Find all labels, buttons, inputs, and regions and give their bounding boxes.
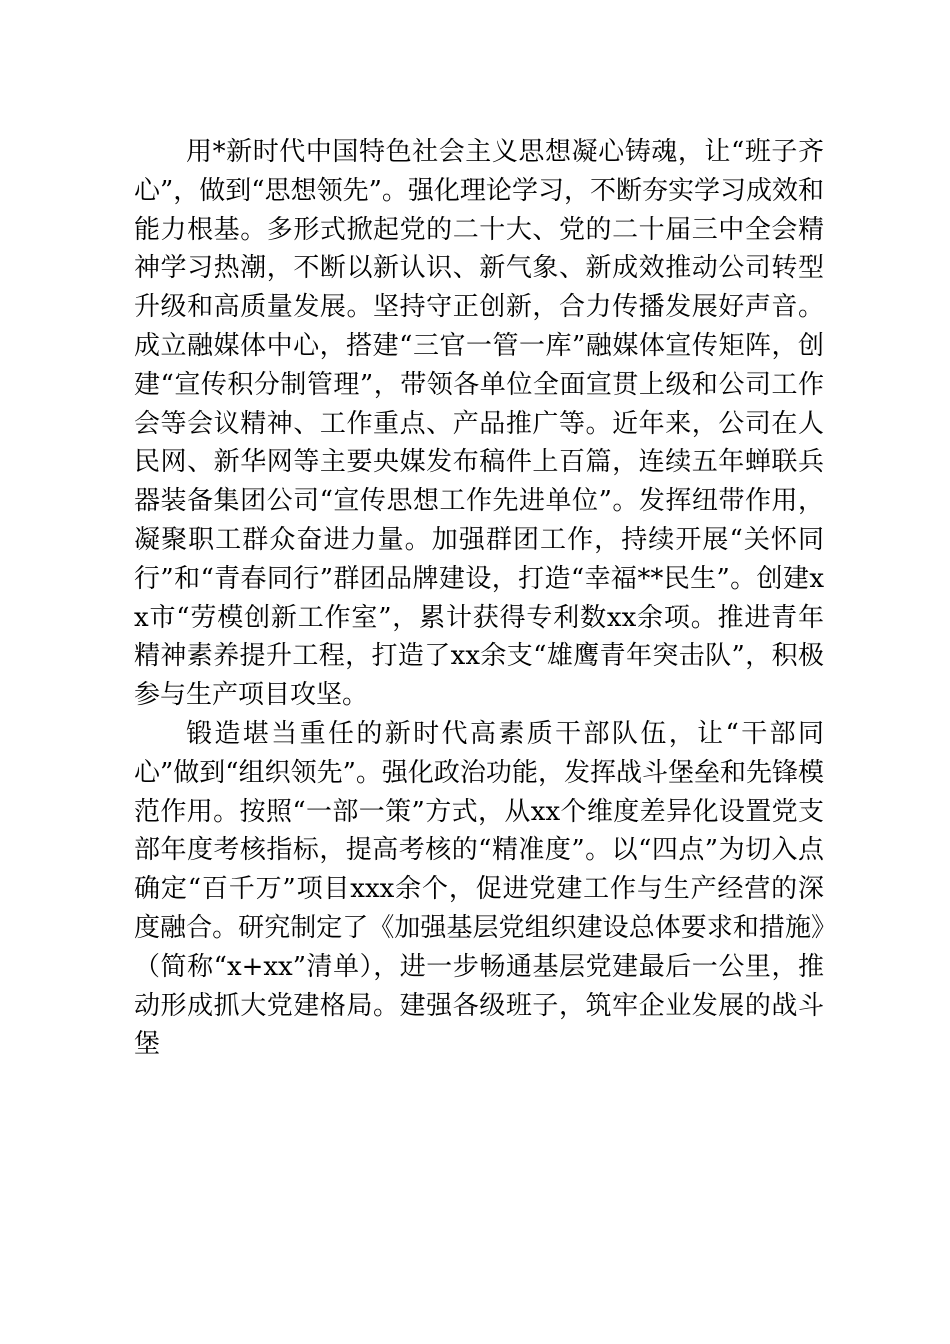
paragraph-ideology: 用*新时代中国特色社会主义思想凝心铸魂，让“班子齐心”，做到“思想领先”。强化理论学习，不断夯实学习成效和能力根基。多形式掀起党的二十大、党的二十届三中全会精神学习热潮，不断以新认识、新气象、新成效推动公司转型升级和高质量发展。坚持守正创新，合力传播发展好声音。成立融媒体中心，搭建“三官一管一库”融媒体宣传矩阵，创建“宣传积分制管理”，带领各单位全面宣贯上级和公司工作会等会议精神、工作重点、产品推广等。近年来，公司在人民网、新华网等主要央媒发布稿件上百篇，连续五年蝉联兵器装备集团公司“宣传思想工作先进单位”。发挥纽带作用，凝聚职工群众奋进力量。加强群团工作，持续开展“关怀同行”和“青春同行”群团品牌建设，打造“幸福**民生”。创建xx市“劳模创新工作室”，累计获得专利数xx余项。推进青年精神素养提升工程，打造了xx余支“雄鹰青年突击队”，积极参与生产项目攻坚。 [134, 137, 824, 711]
paragraph-cadres: 锻造堪当重任的新时代高素质干部队伍，让“干部同心”做到“组织领先”。强化政治功能，发挥战斗堡垒和先锋模范作用。按照“一部一策”方式，从xx个维度差异化设置党支部年度考核指标，提高考核的“精准度”。以“四点”为切入点确定“百千万”项目xxx余个，促进党建工作与生产经营的深度融合。研究制定了《加强基层党组织建设总体要求和措施》（简称“x+xx”清单），进一步畅通基层党建最后一公里，推动形成抓大党建格局。建强各级班子，筑牢企业发展的战斗堡 [134, 718, 824, 1060]
document-body [134, 133, 824, 1064]
